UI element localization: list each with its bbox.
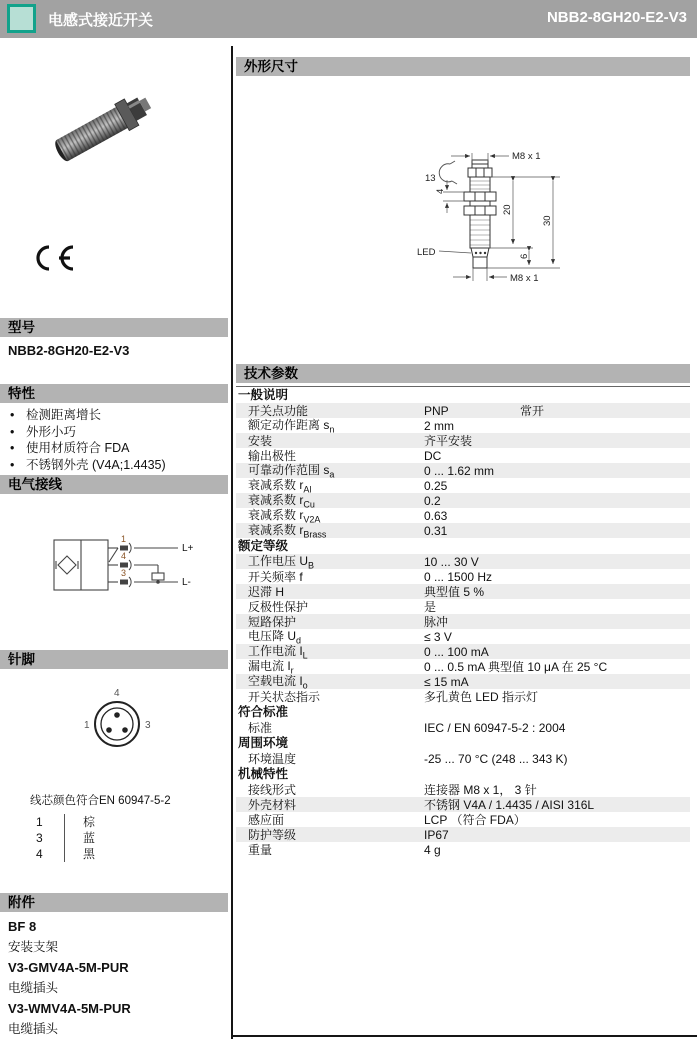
accessory-model: V3-WMV4A-5M-PUR — [8, 1001, 131, 1016]
tech-row — [236, 689, 690, 704]
svg-text:6: 6 — [519, 253, 530, 259]
product-code: NBB2-8GH20-E2-V3 — [546, 9, 687, 26]
tech-row-label: 重量 — [248, 843, 273, 857]
accessory-desc: 安装支架 — [8, 940, 59, 954]
svg-text:3: 3 — [121, 568, 127, 578]
tech-row — [236, 584, 690, 599]
pinout-diagram — [72, 686, 162, 758]
tech-value-primary: ≤ 3 V — [424, 629, 452, 644]
tech-row-label: 迟滞 H — [248, 585, 285, 599]
tech-row-value — [424, 494, 690, 508]
tech-row-label: 开关频率 f — [248, 570, 303, 584]
tech-row — [236, 433, 690, 448]
tech-value-primary: 0.31 — [424, 523, 448, 538]
tech-row-label: 标准 — [248, 721, 273, 735]
bullet-icon: • — [10, 408, 15, 422]
accessory-desc: 电缆插头 — [8, 981, 59, 995]
svg-text:1: 1 — [84, 720, 90, 731]
section-accessories: 附件 — [0, 893, 228, 912]
subscript: Cu — [303, 499, 315, 510]
tech-row — [236, 812, 690, 827]
subscript: n — [329, 424, 335, 435]
wire-color-name: 蓝 — [83, 831, 96, 845]
svg-text:20: 20 — [502, 204, 513, 215]
column-divider — [231, 46, 233, 1039]
subscript: L — [302, 650, 308, 661]
document-title: 电感式接近开关 — [48, 12, 154, 29]
tech-row — [236, 674, 690, 689]
subscript: d — [296, 635, 302, 646]
tech-row-value — [424, 645, 690, 659]
dimension-drawing — [395, 150, 595, 290]
tech-value-primary: 典型值 5 % — [424, 585, 485, 599]
tech-row-label: 衰减系数 $r_{Brass}$ — [248, 523, 327, 540]
tech-row — [236, 418, 690, 433]
subscript: a — [329, 469, 335, 480]
svg-text:3: 3 — [145, 720, 151, 731]
subscript: Al — [303, 484, 312, 495]
tech-row-label: 反极性保护 — [248, 600, 309, 614]
feature-item — [8, 424, 166, 441]
wire-color-name: 黑 — [83, 847, 96, 861]
tech-row — [236, 720, 690, 735]
tech-row-value — [424, 479, 690, 493]
tech-row — [236, 599, 690, 614]
feature-item — [8, 407, 166, 424]
wiring-diagram — [48, 532, 198, 602]
brand-square-icon — [7, 4, 36, 33]
tech-subsection-title: 额定等级 — [238, 539, 289, 553]
tech-value-primary: IP67 — [424, 827, 449, 842]
tech-value-primary: 0 ... 1500 Hz — [424, 569, 493, 584]
accessory-model: V3-GMV4A-5M-PUR — [8, 960, 129, 975]
tech-row-value — [424, 843, 690, 857]
tech-value-primary: 0.2 — [424, 493, 441, 508]
bullet-icon: • — [10, 457, 15, 472]
svg-text:13: 13 — [425, 173, 436, 184]
section-wiring: 电气接线 — [0, 475, 228, 494]
tech-row-value — [424, 752, 690, 766]
section-tech-params: 技术参数 — [236, 364, 690, 383]
tech-row-value — [424, 613, 690, 630]
tech-row-label: 安装 — [248, 434, 273, 448]
tech-row-value — [424, 811, 690, 828]
tech-row-value — [424, 570, 690, 584]
product-photo — [45, 78, 165, 178]
svg-text:1: 1 — [121, 534, 127, 544]
tech-row — [236, 782, 690, 797]
bottom-rule — [231, 1035, 697, 1037]
tech-value-primary: IEC / EN 60947-5-2 : 2004 — [424, 720, 566, 735]
feature-label: 不锈钢外壳 (V4A;1.4435) — [26, 457, 166, 472]
tech-row-label: 开关状态指示 — [248, 690, 321, 704]
wire-color-note: 线芯颜色符合EN 60947-5-2 — [30, 795, 171, 807]
wire-pin-number: 1 — [36, 815, 43, 829]
tech-row-value — [424, 432, 690, 449]
feature-label: 使用材质符合 FDA — [26, 441, 130, 455]
tech-row-label: 衰减系数 $r_{Cu}$ — [248, 493, 315, 510]
section-pinout: 针脚 — [0, 650, 228, 669]
tech-row-label: 输出极性 — [248, 449, 297, 463]
tech-row-value — [424, 464, 690, 478]
tech-table — [236, 386, 690, 857]
tech-row-label: 外壳材料 — [248, 798, 297, 812]
svg-text:30: 30 — [542, 215, 553, 226]
tech-row-label: 衰减系数 $r_{Al}$ — [248, 478, 312, 495]
wire-pin-column — [36, 814, 56, 862]
section-model: 型号 — [0, 318, 228, 337]
tech-row — [236, 842, 690, 857]
svg-text:L-: L- — [182, 577, 191, 588]
tech-row — [236, 797, 690, 812]
feature-label: 检测距离增长 — [26, 408, 102, 422]
features-list — [8, 407, 166, 473]
wire-color-column — [65, 814, 95, 862]
bullet-icon: • — [10, 441, 15, 455]
tech-row-label: 电压降 $U_d$ — [248, 629, 302, 646]
tech-value-primary: 2 mm — [424, 418, 454, 433]
tech-row — [236, 827, 690, 842]
tech-row-label: 工作电流 $I_L$ — [248, 644, 308, 661]
tech-value-primary: 是 — [424, 600, 437, 614]
tech-value-primary: 齐平安装 — [424, 434, 473, 448]
tech-row-value — [424, 828, 690, 842]
tech-row-value — [424, 675, 690, 689]
tech-value-primary: 10 ... 30 V — [424, 554, 479, 569]
tech-row-value — [424, 419, 690, 433]
svg-text:4: 4 — [121, 551, 127, 561]
subscript: r — [290, 665, 294, 676]
svg-text:4: 4 — [435, 188, 446, 194]
tech-value-primary: 0 ... 100 mA — [424, 644, 489, 659]
section-features: 特性 — [0, 384, 228, 403]
tech-subsection-title: 符合标准 — [238, 705, 289, 719]
accessory-model: BF 8 — [8, 919, 37, 934]
svg-text:M8 x 1: M8 x 1 — [512, 151, 541, 162]
accessories-list — [8, 916, 131, 1039]
tech-row-label: 环境温度 — [248, 752, 297, 766]
tech-row — [236, 523, 690, 538]
subscript: V2A — [303, 514, 321, 525]
svg-text:LED: LED — [417, 247, 436, 258]
tech-row — [236, 569, 690, 584]
tech-value-primary: 0 ... 0.5 mA 典型值 10 μA 在 25 °C — [424, 660, 608, 674]
tech-value-secondary: 常开 — [520, 404, 545, 418]
tech-row-value — [424, 630, 690, 644]
tech-value-primary: LCP （符合 FDA） — [424, 813, 526, 827]
wire-color-name: 棕 — [83, 815, 96, 829]
tech-subsection-title: 机械特性 — [238, 767, 289, 781]
title-bar — [0, 0, 697, 38]
subscript: Brass — [303, 529, 327, 540]
tech-row — [236, 751, 690, 766]
tech-row-label: 接线形式 — [248, 783, 297, 797]
bullet-icon: • — [10, 424, 15, 439]
tech-row-value — [424, 509, 690, 523]
tech-value-primary: 0.25 — [424, 478, 448, 493]
tech-value-primary: 4 g — [424, 842, 441, 857]
tech-row-label: 额定动作距离 $s_n$ — [248, 418, 335, 435]
tech-value-primary: 0.63 — [424, 508, 448, 523]
wire-pin-number: 4 — [36, 847, 43, 861]
ce-mark-icon — [32, 243, 76, 273]
tech-row-value — [424, 524, 690, 538]
tech-value-primary: PNP — [424, 404, 449, 418]
tech-value-primary: ≤ 15 mA — [424, 674, 469, 689]
tech-row-label: 开关点功能 — [248, 404, 309, 418]
tech-row-value — [424, 449, 690, 463]
svg-text:M8 x 1: M8 x 1 — [510, 273, 539, 284]
tech-value-primary: 连接器 M8 x 1， 3 针 — [424, 783, 537, 797]
tech-row-value — [424, 688, 690, 705]
tech-row-label: 短路保护 — [248, 615, 297, 629]
tech-row-value — [424, 721, 690, 735]
tech-row-value — [424, 402, 690, 419]
tech-value-primary: DC — [424, 448, 442, 463]
tech-value-primary: 0 ... 1.62 mm — [424, 463, 495, 478]
tech-value-primary: -25 ... 70 °C (248 ... 343 K) — [424, 751, 568, 766]
section-dimensions: 外形尺寸 — [236, 57, 690, 76]
tech-value-primary: 多孔黄色 LED 指示灯 — [424, 690, 539, 704]
tech-row-label: 感应面 — [248, 813, 285, 827]
svg-text:4: 4 — [114, 688, 120, 699]
feature-item — [8, 440, 166, 457]
accessory-desc: 电缆插头 — [8, 1022, 59, 1036]
tech-subsection-title: 一般说明 — [238, 388, 289, 402]
tech-row-label: 漏电流 $I_r$ — [248, 659, 294, 676]
feature-item — [8, 457, 166, 474]
wire-color-table — [36, 814, 95, 862]
tech-row-value — [424, 555, 690, 569]
subscript: B — [308, 560, 315, 571]
tech-value-primary: 脉冲 — [424, 615, 449, 629]
svg-text:L+: L+ — [182, 543, 194, 554]
tech-row — [236, 554, 690, 569]
tech-subsection-title: 周围环境 — [238, 736, 289, 750]
subscript: o — [302, 680, 308, 691]
tech-row-label: 可靠动作范围 $s_a$ — [248, 463, 335, 480]
tech-row-label: 防护等级 — [248, 828, 297, 842]
tech-row-label: 工作电压 $U_B$ — [248, 554, 315, 571]
tech-row-label: 衰减系数 $r_{V2A}$ — [248, 508, 321, 525]
tech-value-primary: 不锈钢 V4A / 1.4435 / AISI 316L — [424, 798, 595, 812]
tech-row-value — [424, 658, 690, 675]
tech-row-label: 空载电流 $I_o$ — [248, 674, 308, 691]
wire-pin-number: 3 — [36, 831, 43, 845]
model-name: NBB2-8GH20-E2-V3 — [8, 343, 130, 358]
feature-label: 外形小巧 — [26, 424, 77, 439]
